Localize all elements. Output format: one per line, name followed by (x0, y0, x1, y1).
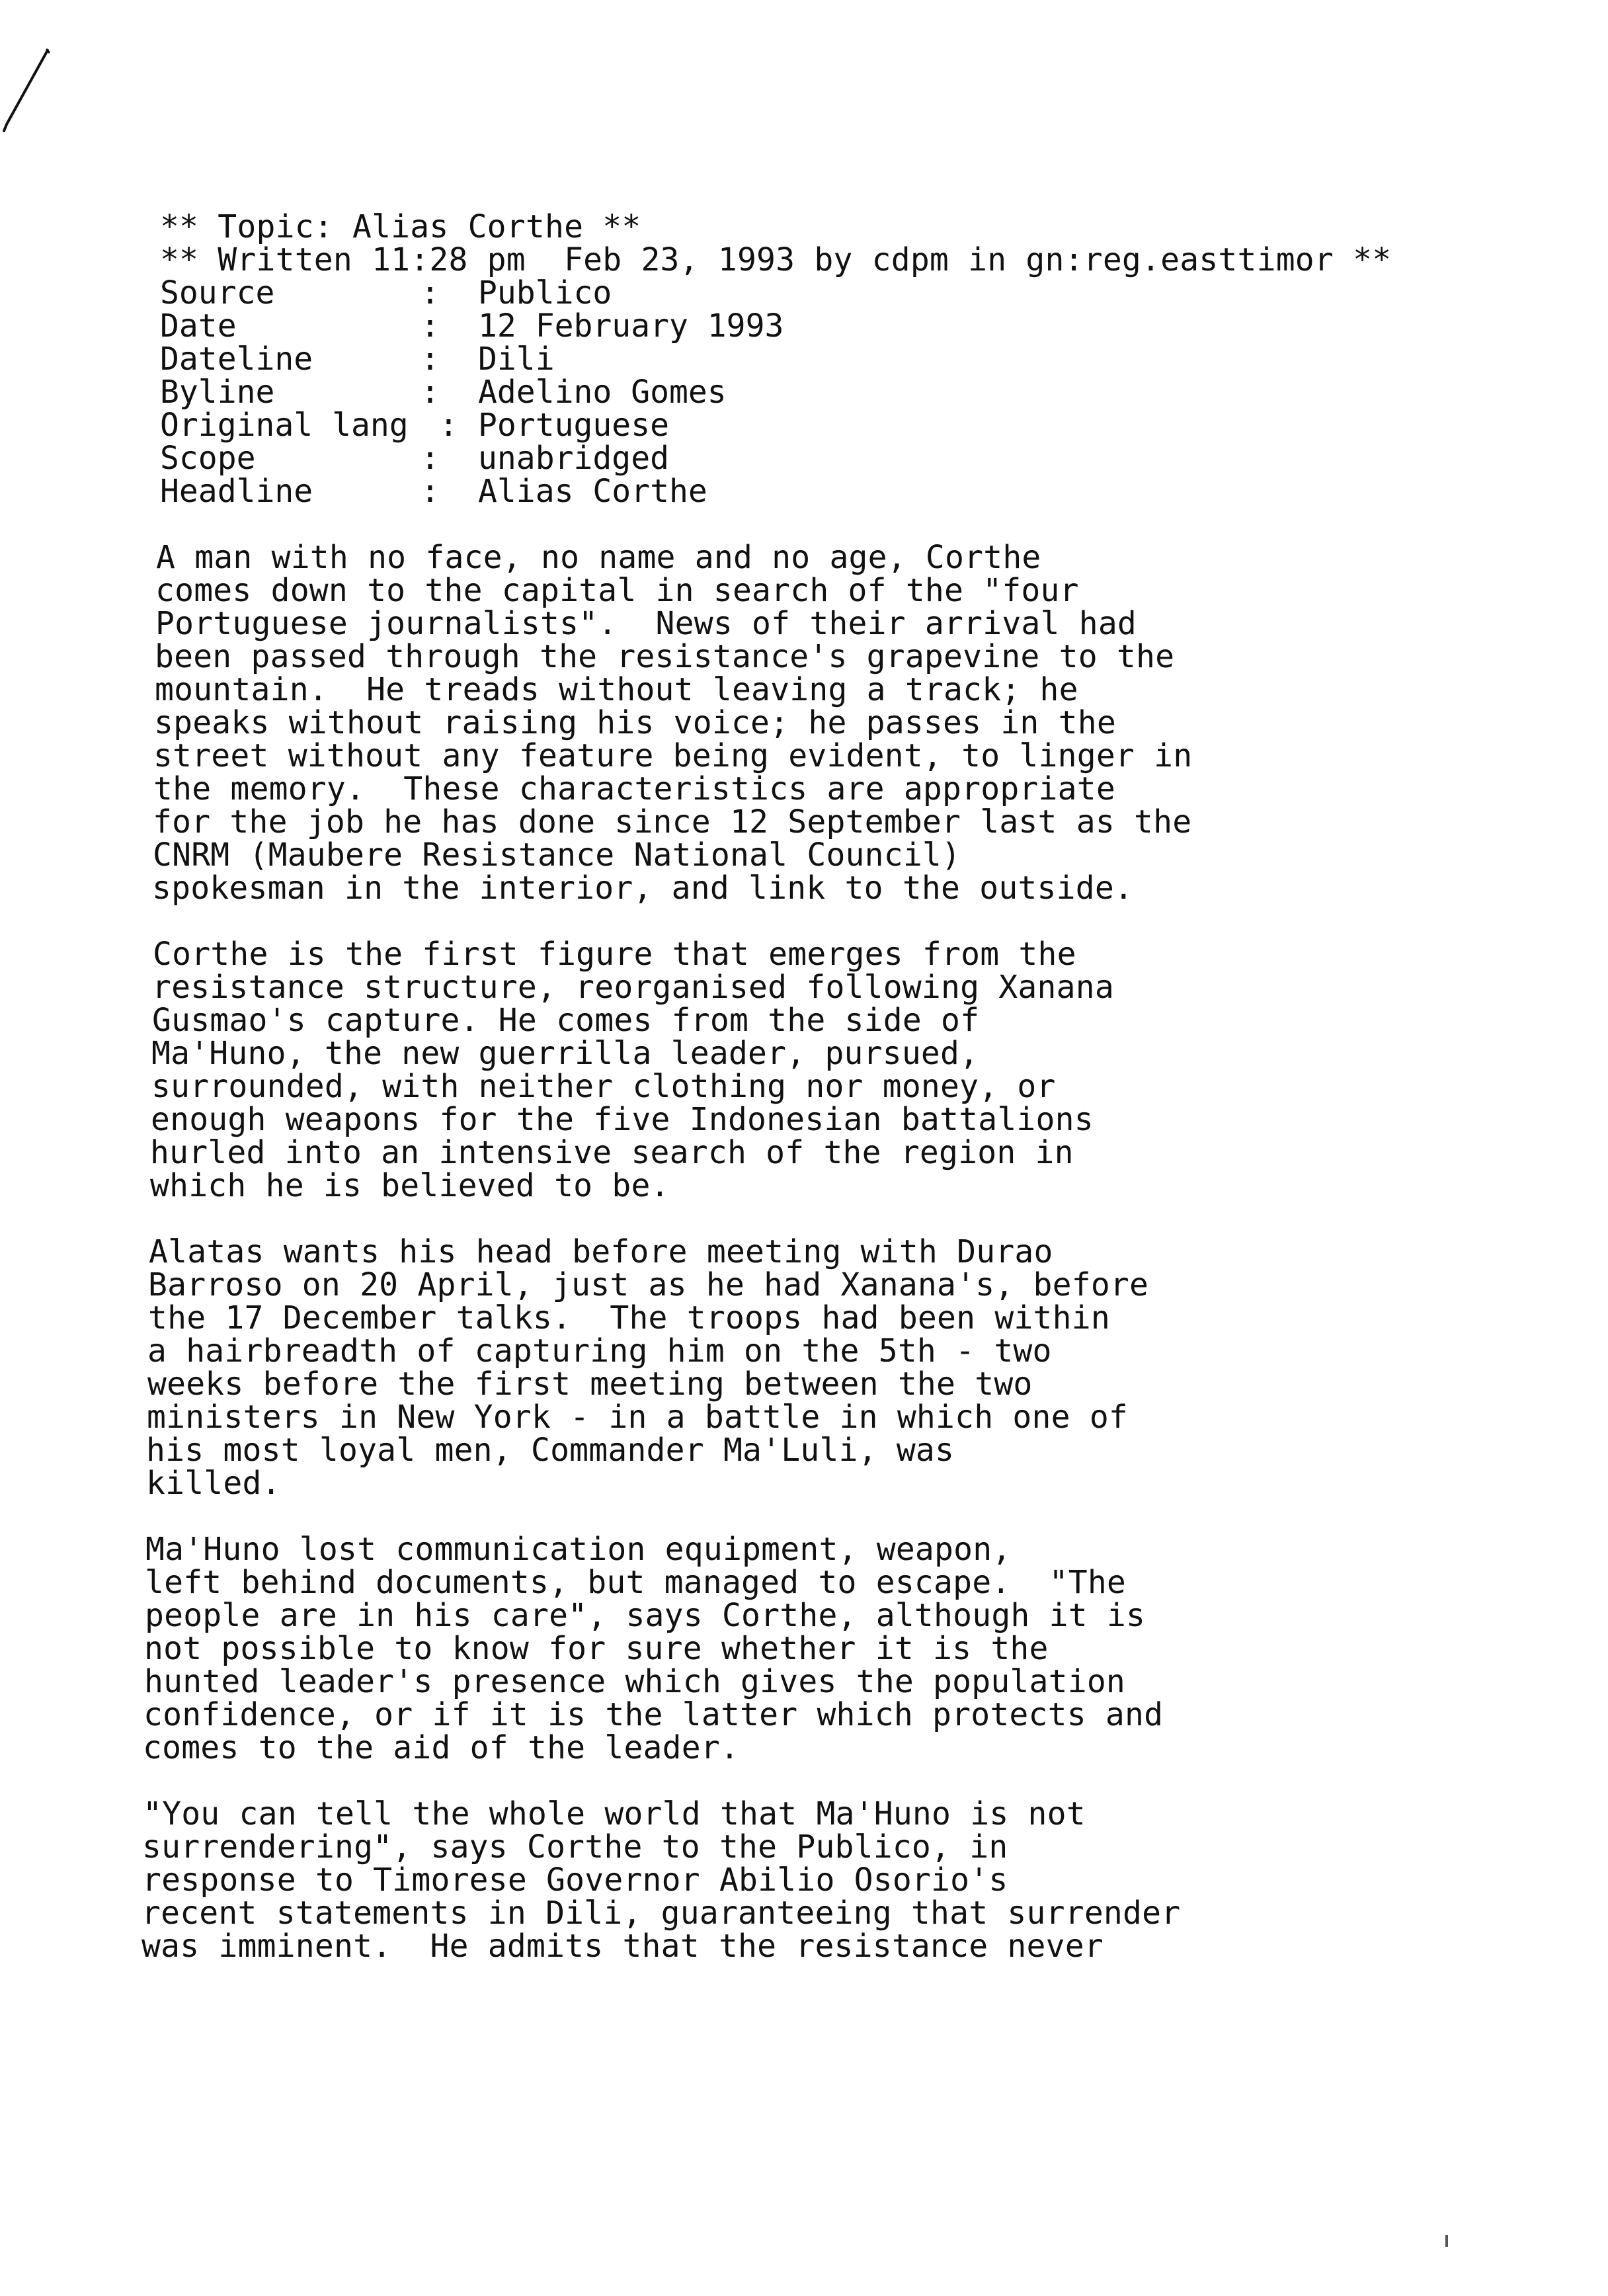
paragraph-line: "You can tell the whole world that Ma'Huno is not (143, 1795, 1086, 1832)
paragraph-line: surrendering", says Corthe to the Publico, in (142, 1828, 1008, 1866)
paragraph-line: mountain. He treads without leaving a track; he (155, 671, 1078, 708)
topic-line: ** Topic: Alias Corthe ** (160, 208, 641, 245)
paragraph-line: response to Timorese Governor Abilio Osorio's (142, 1862, 1008, 1899)
paragraph-line: recent statements in Dili, guaranteeing that surrender (141, 1895, 1181, 1932)
paragraph-line: CNRM (Maubere Resistance National Council) (153, 837, 961, 874)
header-label: Dateline (160, 341, 313, 378)
paragraph-line: comes down to the capital in search of the "four (155, 572, 1079, 609)
paragraph-line: spokesman in the interior, and link to the outside. (152, 870, 1134, 907)
paragraph-line: A man with no face, no name and no age, Corthe (156, 539, 1041, 576)
paragraph-line: people are in his care", says Corthe, although it is (145, 1597, 1146, 1634)
written-line: ** Written 11:28 pm Feb 23, 1993 by cdpm in gn:reg.easttimor ** (160, 241, 1392, 278)
header-label: Source (160, 274, 275, 311)
header-value: Adelino Gomes (478, 374, 727, 411)
paragraph-line: surrounded, with neither clothing nor money, or (151, 1068, 1056, 1105)
paragraph-line: hunted leader's presence which gives the population (144, 1663, 1126, 1700)
header-label: Original lang (160, 407, 409, 444)
paragraph-line: street without any feature being evident, to linger in (153, 737, 1193, 774)
paragraph-line: his most loyal men, Commander Ma'Luli, was (146, 1432, 955, 1469)
paragraph-line: resistance structure, reorganised following Xanana (152, 969, 1114, 1006)
header-colon: : (421, 374, 440, 411)
paragraph-line: killed. (146, 1465, 281, 1502)
header-colon: : (421, 308, 440, 345)
paragraph-line: been passed through the resistance's grapevine to the (155, 638, 1175, 675)
paragraph-line: confidence, or if it is the latter which protects and (143, 1696, 1164, 1733)
pen-mark (0, 46, 60, 132)
paragraph-line: Ma'Huno, the new guerrilla leader, pursued, (151, 1035, 979, 1072)
paragraph-line: left behind documents, but managed to escape. "The (145, 1564, 1127, 1601)
header-value: Portuguese (478, 407, 669, 444)
header-colon: : (439, 407, 458, 444)
paragraph-line: Portuguese journalists". News of their arrival had (155, 605, 1137, 642)
paragraph-line: Corthe is the first figure that emerges from the (153, 936, 1076, 973)
paragraph-line: the 17 December talks. The troops had been within (148, 1299, 1110, 1336)
paragraph-line: for the job he has done since 12 September last as the (153, 803, 1192, 840)
paragraph-line: a hairbreadth of capturing him on the 5th - two (147, 1332, 1052, 1370)
paragraph-line: enough weapons for the five Indonesian battalions (151, 1101, 1094, 1138)
paragraph-line: Ma'Huno lost communication equipment, weapon, (145, 1531, 1012, 1568)
paragraph-line: speaks without raising his voice; he passes in the (154, 704, 1116, 741)
paragraph-line: weeks before the first meeting between the two (147, 1366, 1033, 1403)
paragraph-line: Barroso on 20 April, just as he had Xanana's, before (148, 1266, 1149, 1303)
header-colon: : (421, 440, 440, 477)
paragraph-line: ministers in New York - in a battle in which one of (147, 1399, 1129, 1436)
paragraph-line: comes to the aid of the leader. (143, 1729, 740, 1766)
header-label: Scope (160, 440, 256, 477)
paragraph-line: which he is believed to be. (150, 1167, 670, 1204)
header-label: Headline (160, 473, 313, 510)
header-value: 12 February 1993 (478, 308, 784, 345)
header-value: Dili (478, 341, 555, 378)
paragraph-line: not possible to know for sure whether it is the (144, 1630, 1049, 1667)
header-value: Publico (478, 274, 612, 311)
header-value: unabridged (478, 440, 669, 477)
header-label: Date (160, 308, 237, 345)
header-colon: : (421, 473, 440, 510)
header-label: Byline (160, 374, 275, 411)
scan-speck (1445, 2235, 1448, 2247)
header-colon: : (421, 274, 440, 311)
paragraph-line: hurled into an intensive search of the region in (150, 1134, 1074, 1171)
header-value: Alias Corthe (478, 473, 707, 510)
paragraph-line: was imminent. He admits that the resistance never (141, 1928, 1104, 1965)
header-colon: : (421, 341, 440, 378)
paragraph-line: Alatas wants his head before meeting with Durao (149, 1233, 1053, 1270)
paragraph-line: Gusmao's capture. He comes from the side of (152, 1002, 980, 1039)
paragraph-line: the memory. These characteristics are appropriate (153, 770, 1115, 807)
